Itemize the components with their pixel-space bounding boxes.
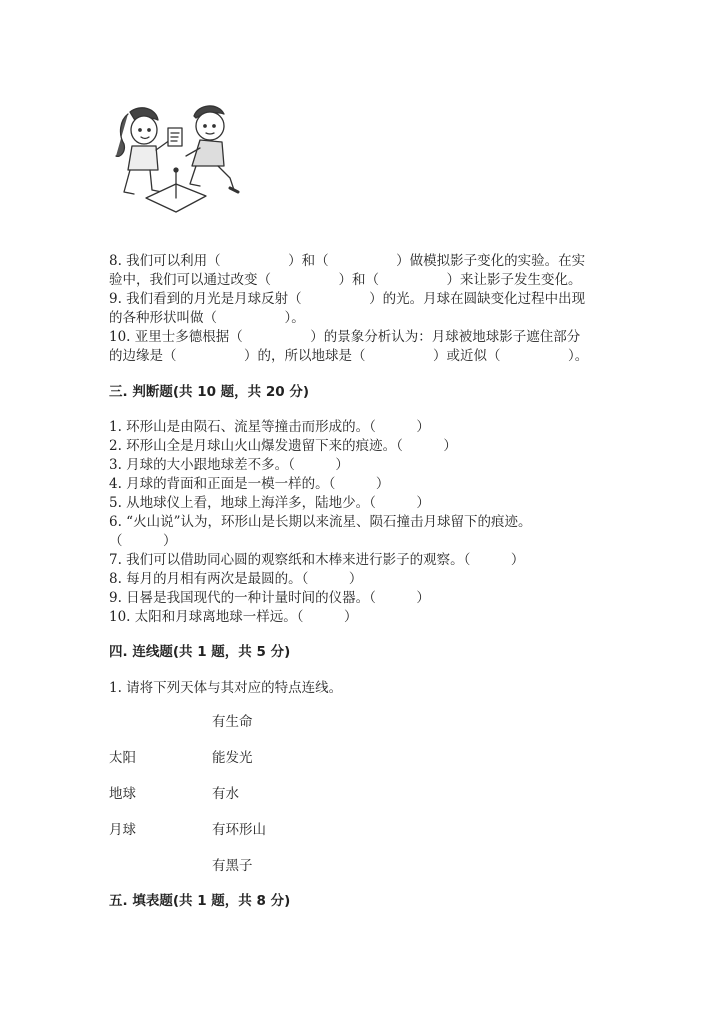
- judge-item: 2. 环形山全是月球山火山爆发遗留下来的痕迹。（ ）: [109, 438, 457, 454]
- q9-line1: 9. 我们看到的月光是月球反射（ ）的光。月球在圆缺变化过程中出现: [109, 291, 586, 307]
- matching-question: 1. 请将下列天体与其对应的特点连线。: [109, 680, 343, 696]
- q8-line2: 验中，我们可以通过改变（ ）和（ ）来让影子发生变化。: [109, 272, 582, 288]
- judge-item: 4. 月球的背面和正面是一模一样的。（ ）: [109, 476, 390, 492]
- q8-line1: 8. 我们可以利用（ ）和（ ）做模拟影子变化的实验。在实: [109, 253, 586, 269]
- section3-title: 三. 判断题(共 10 题，共 20 分): [109, 384, 310, 400]
- feature-item: 能发光: [212, 750, 253, 766]
- judge-item: 5. 从地球仪上看，地球上海洋多，陆地少。（ ）: [109, 495, 430, 511]
- judge-item: 6. “火山说”认为，环形山是长期以来流星、陨石撞击月球留下的痕迹。: [109, 514, 532, 530]
- judge-item: 7. 我们可以借助同心圆的观察纸和木棒来进行影子的观察。（ ）: [109, 552, 525, 568]
- body-item: 地球: [109, 786, 136, 802]
- q10-line1: 10. 亚里士多德根据（ ）的景象分析认为：月球被地球影子遮住部分: [109, 329, 581, 345]
- judge-item: 9. 日晷是我国现代的一种计量时间的仪器。（ ）: [109, 590, 430, 606]
- q10-line2: 的边缘是（ ）的，所以地球是（ ）或近似（ ）。: [109, 348, 589, 364]
- judge-item: （ ）: [109, 533, 177, 549]
- feature-item: 有环形山: [212, 822, 266, 838]
- body-item: 月球: [109, 822, 136, 838]
- children-shadow-experiment-icon: [106, 100, 244, 216]
- feature-item: 有水: [212, 786, 239, 802]
- body-item: 太阳: [109, 750, 136, 766]
- judge-item: 8. 每月的月相有两次是最圆的。（ ）: [109, 571, 363, 587]
- judge-item: 10. 太阳和月球离地球一样远。（ ）: [109, 609, 358, 625]
- feature-item: 有生命: [212, 714, 253, 730]
- judge-item: 3. 月球的大小跟地球差不多。（ ）: [109, 457, 349, 473]
- judge-item: 1. 环形山是由陨石、流星等撞击而形成的。（ ）: [109, 419, 430, 435]
- section4-title: 四. 连线题(共 1 题，共 5 分): [109, 644, 291, 660]
- section5-title: 五. 填表题(共 1 题，共 8 分): [109, 893, 291, 909]
- feature-item: 有黑子: [212, 858, 253, 874]
- q9-line2: 的各种形状叫做（ ）。: [109, 310, 305, 326]
